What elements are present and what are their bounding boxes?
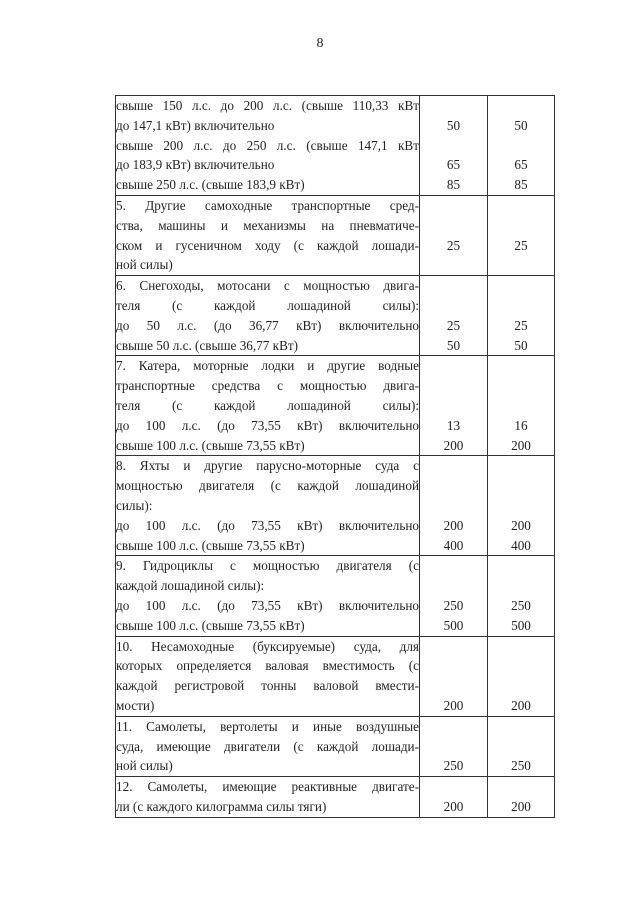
rate-value: 85: [446, 177, 461, 193]
rate-value: [420, 476, 487, 496]
rate-value: 200: [511, 437, 531, 453]
description-line: ной силы): [116, 758, 173, 774]
rate-value: [488, 496, 554, 516]
description-line: до 100 л.с. (до 73,55 кВт) включительно: [116, 597, 419, 613]
rate-value: [488, 216, 554, 236]
description-line: каждой лошадиной силы):: [116, 578, 265, 594]
rate-value: 25: [446, 237, 461, 253]
description-line: ной силы): [116, 257, 173, 273]
rate-value: 65: [446, 157, 461, 173]
rate-value: [420, 656, 487, 676]
rate-value: 50: [514, 337, 528, 353]
rate-column-a: [420, 276, 488, 356]
rate-value: [420, 676, 487, 696]
rate-value: 400: [511, 537, 531, 553]
description-line: до 147,1 кВт) включительно: [116, 117, 275, 133]
rate-column-a: [420, 96, 488, 196]
description-line: 6. Снегоходы, мотосани с мощностью двига-: [116, 278, 419, 294]
rate-value: [420, 376, 487, 396]
rate-column-b: [488, 777, 555, 818]
rate-value: 50: [514, 117, 528, 133]
description-line: свыше 250 л.с. (свыше 183,9 кВт): [116, 177, 305, 193]
description-line: 12. Самолеты, имеющие реактивные двигате-: [116, 779, 419, 795]
rate-value: [488, 476, 554, 496]
description-line: свыше 100 л.с. (свыше 73,55 кВт): [116, 437, 305, 453]
description-line: теля (с каждой лошадиной силы):: [116, 397, 419, 413]
description-line: теля (с каждой лошадиной силы):: [116, 297, 419, 313]
description-line: суда, имеющие двигатели (с каждой лошади-: [116, 738, 419, 754]
rate-value: [420, 717, 487, 737]
rate-value: [488, 276, 554, 296]
rate-column-a: [420, 456, 488, 556]
rate-column-a: [420, 556, 488, 636]
table-row: [116, 195, 555, 275]
rate-column-a: [420, 636, 488, 716]
rate-column-a: [420, 195, 488, 275]
description-line: каждой регистровой тонны валовой вмести-: [116, 678, 419, 694]
rate-value: [420, 576, 487, 596]
rate-value: [420, 196, 487, 216]
rate-value: [488, 717, 554, 737]
tax-rate-table: [115, 95, 555, 818]
description-line: 11. Самолеты, вертолеты и иные воздушные: [116, 718, 419, 734]
rate-value: [488, 656, 554, 676]
description-line: 8. Яхты и другие парусно-моторные суда с: [116, 458, 419, 474]
description-line: 7. Катера, моторные лодки и другие водные: [116, 358, 419, 374]
rate-value: 200: [511, 697, 531, 713]
rate-value: 250: [511, 758, 531, 774]
rate-value: 25: [514, 317, 528, 333]
description-line: ли (с каждого килограмма силы тяги): [116, 798, 327, 814]
rate-value: 250: [511, 597, 531, 613]
description-line: до 50 л.с. (до 36,77 кВт) включительно: [116, 317, 419, 333]
rate-value: [420, 296, 487, 316]
row-description: [116, 276, 420, 356]
description-line: 10. Несамоходные (буксируемые) суда, для: [116, 638, 419, 654]
description-line: свыше 100 л.с. (свыше 73,55 кВт): [116, 537, 305, 553]
rate-value: 250: [443, 597, 464, 613]
table-row: [116, 716, 555, 776]
rate-value: [488, 676, 554, 696]
rate-value: [420, 216, 487, 236]
row-description: [116, 556, 420, 636]
rate-value: [488, 356, 554, 376]
rate-value: 50: [446, 337, 461, 353]
description-line: ском и гусеничном ходу (с каждой лошади-: [116, 237, 419, 253]
rate-column-b: [488, 356, 555, 456]
rate-column-b: [488, 636, 555, 716]
description-line: свыше 100 л.с. (свыше 73,55 кВт): [116, 617, 305, 633]
table-row: [116, 276, 555, 356]
rate-value: 25: [514, 237, 528, 253]
rate-value: [488, 737, 554, 757]
rate-value: [420, 637, 487, 657]
rate-value: 85: [514, 177, 528, 193]
rate-value: 200: [511, 798, 531, 814]
page-number: 8: [316, 36, 324, 51]
rate-value: 200: [443, 517, 464, 533]
rate-value: [488, 556, 554, 576]
rate-value: [420, 777, 487, 797]
rate-value: 16: [514, 417, 528, 433]
rate-value: [420, 456, 487, 476]
rate-value: 500: [511, 617, 531, 633]
table-row: [116, 96, 555, 196]
description-line: свыше 50 л.с. (свыше 36,77 кВт): [116, 337, 299, 353]
rate-value: [488, 777, 554, 797]
rate-value: [488, 456, 554, 476]
rate-value: 200: [511, 517, 531, 533]
description-line: свыше 150 л.с. до 200 л.с. (свыше 110,33 кВт: [116, 98, 419, 113]
row-description: [116, 195, 420, 275]
rate-column-b: [488, 195, 555, 275]
rate-value: 13: [446, 417, 461, 433]
rate-value: [420, 737, 487, 757]
rate-value: 400: [443, 537, 464, 553]
description-line: до 100 л.с. (до 73,55 кВт) включительно: [116, 517, 419, 533]
row-description: [116, 356, 420, 456]
row-description: [116, 456, 420, 556]
rate-value: 25: [446, 317, 461, 333]
table-row: [116, 356, 555, 456]
rate-value: [420, 556, 487, 576]
description-line: свыше 200 л.с. до 250 л.с. (свыше 147,1 кВт: [116, 137, 419, 153]
table-row: [116, 777, 555, 818]
table-row: [116, 456, 555, 556]
rate-value: 500: [443, 617, 464, 633]
rate-value: [488, 296, 554, 316]
rate-value: 200: [443, 697, 464, 713]
description-line: транспортные средства с мощностью двига-: [116, 378, 419, 394]
rate-column-b: [488, 716, 555, 776]
description-line: 5. Другие самоходные транспортные сред-: [116, 197, 419, 213]
rate-value: [488, 96, 554, 116]
rate-value: [420, 96, 487, 116]
description-line: ства, машины и механизмы на пневматиче-: [116, 217, 419, 233]
rate-column-a: [420, 356, 488, 456]
row-description: [116, 636, 420, 716]
rate-value: 250: [443, 758, 464, 774]
rate-value: [420, 496, 487, 516]
description-line: до 183,9 кВт) включительно: [116, 157, 275, 173]
row-description: [116, 716, 420, 776]
rate-value: [420, 356, 487, 376]
rate-value: [488, 576, 554, 596]
description-line: до 100 л.с. (до 73,55 кВт) включительно: [116, 417, 419, 433]
rate-column-a: [420, 777, 488, 818]
description-line: которых определяется валовая вместимость (с: [116, 658, 419, 674]
rate-value: [420, 136, 487, 156]
rate-column-b: [488, 556, 555, 636]
rate-value: [488, 396, 554, 416]
row-description: [116, 96, 420, 196]
rate-value: [488, 196, 554, 216]
rate-value: [488, 637, 554, 657]
rate-column-a: [420, 716, 488, 776]
description-line: силы):: [116, 497, 153, 513]
rate-value: 200: [443, 437, 464, 453]
rate-column-b: [488, 276, 555, 356]
rate-value: 65: [514, 157, 528, 173]
description-line: мости): [116, 697, 155, 713]
rate-value: [488, 136, 554, 156]
rate-value: [420, 255, 487, 275]
rate-value: 200: [443, 798, 464, 814]
table-row: [116, 556, 555, 636]
description-line: мощностью двигателя (с каждой лошадиной: [116, 478, 419, 494]
rate-value: 50: [446, 117, 461, 133]
description-line: 9. Гидроциклы с мощностью двигателя (с: [116, 558, 419, 574]
rate-value: [488, 255, 554, 275]
table-row: [116, 636, 555, 716]
rate-value: [420, 276, 487, 296]
row-description: [116, 777, 420, 818]
rate-value: [488, 376, 554, 396]
rate-column-b: [488, 456, 555, 556]
rate-value: [420, 396, 487, 416]
rate-column-b: [488, 96, 555, 196]
